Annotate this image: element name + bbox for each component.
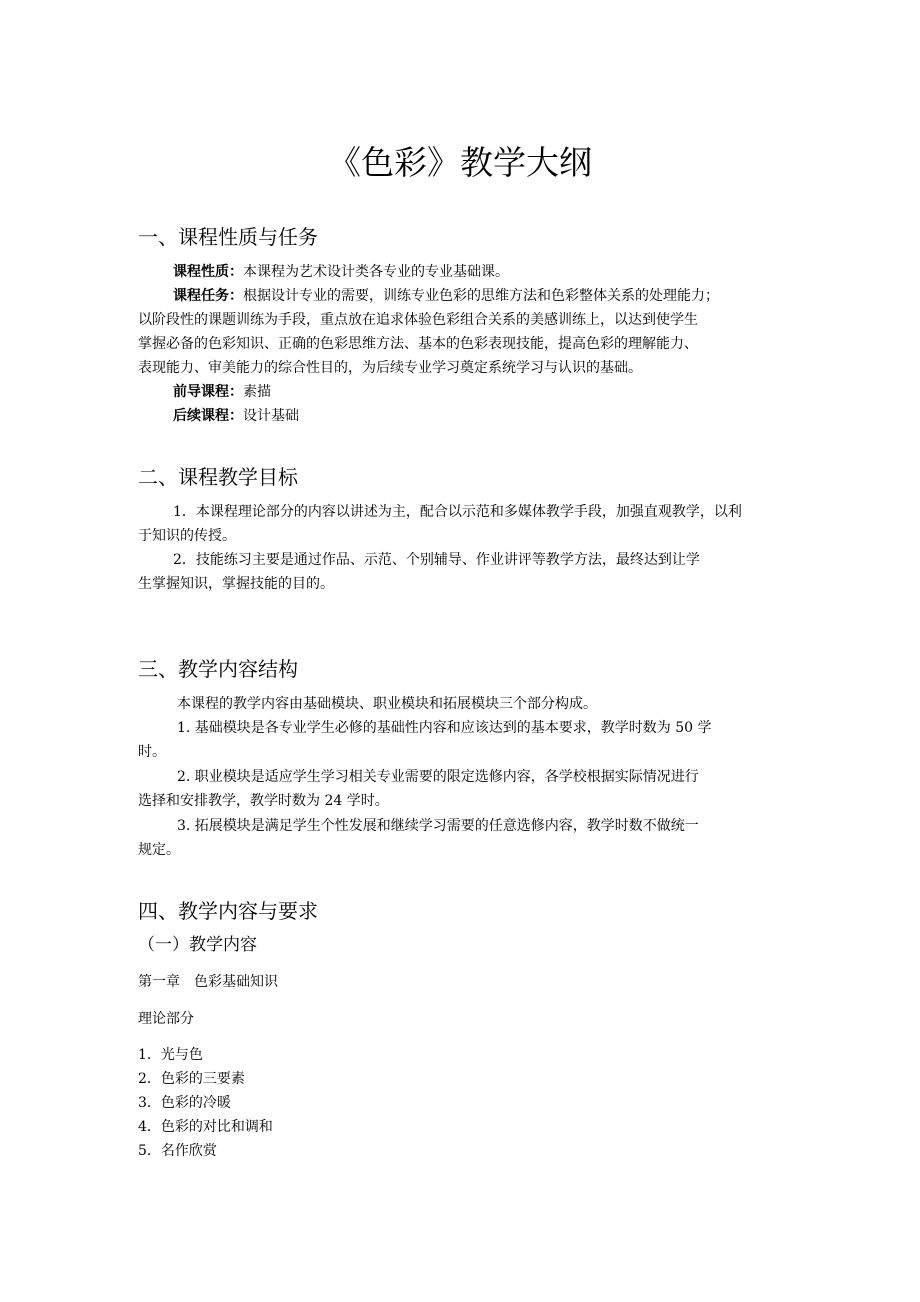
course-task-line-3: 掌握必备的色彩知识、正确的色彩思维方法、基本的色彩表现技能，提高色彩的理解能力、: [138, 336, 698, 352]
teaching-content-subheading: （一）教学内容: [138, 935, 257, 955]
theory-part-label: 理论部分: [138, 1011, 194, 1027]
structure-3-line-2: 规定。: [138, 842, 180, 858]
course-task-line-2: 以阶段性的课题训练为手段，重点放在追求体验色彩组合关系的美感训练上，以达到使学生: [138, 312, 698, 328]
followup-text: 设计基础: [243, 408, 299, 424]
structure-2-line-1: 2. 职业模块是适应学生学习相关专业需要的限定选修内容，各学校根据实际情况进行: [177, 769, 699, 785]
course-nature-label: 课程性质：: [173, 264, 243, 280]
followup-label: 后续课程：: [173, 408, 243, 424]
course-task-line-1: 根据设计专业的需要，训练专业色彩的思维方法和色彩整体关系的处理能力；: [243, 288, 719, 304]
document-title: 《色彩》教学大纲: [328, 143, 592, 182]
course-nature-text: 本课程为艺术设计类各专业的专业基础课。: [243, 264, 509, 280]
prerequisite-text: 素描: [243, 384, 271, 400]
course-task: [173, 284, 719, 308]
list-item: 1．光与色: [138, 1047, 203, 1063]
list-item: 3．色彩的冷暖: [138, 1095, 231, 1111]
list-item: 5．名作欣赏: [138, 1143, 217, 1159]
chapter-title: 第一章 色彩基础知识: [138, 974, 278, 990]
objective-1-line-1: 1．本课程理论部分的内容以讲述为主，配合以示范和多媒体教学手段，加强直观教学，以利: [173, 504, 742, 520]
structure-1-line-1: 1. 基础模块是各专业学生必修的基础性内容和应该达到的基本要求，教学时数为 50 学: [177, 720, 712, 736]
structure-1-line-2: 时。: [138, 744, 166, 760]
list-item: 4．色彩的对比和调和: [138, 1119, 273, 1135]
structure-2-line-2: 选择和安排教学，教学时数为 24 学时。: [138, 793, 389, 809]
course-task-line-4: 表现能力、审美能力的综合性目的，为后续专业学习奠定系统学习与认识的基础。: [138, 360, 642, 376]
course-task-label: 课程任务：: [173, 288, 243, 304]
list-item: 2．色彩的三要素: [138, 1071, 245, 1087]
objective-2-line-2: 生掌握知识，掌握技能的目的。: [138, 576, 334, 592]
section-1-heading: 一、课程性质与任务: [138, 225, 318, 249]
objective-1-line-2: 于知识的传授。: [138, 528, 236, 544]
section-3-heading: 三、教学内容结构: [138, 657, 298, 681]
followup-course: [173, 404, 299, 428]
prerequisite-course: [173, 380, 271, 404]
prerequisite-label: 前导课程：: [173, 384, 243, 400]
structure-3-line-1: 3. 拓展模块是满足学生个性发展和继续学习需要的任意选修内容，教学时数不做统一: [177, 818, 699, 834]
objective-2-line-1: 2．技能练习主要是通过作品、示范、个别辅导、作业讲评等教学方法，最终达到让学: [173, 552, 700, 568]
section-4-heading: 四、教学内容与要求: [138, 899, 318, 923]
section-2-heading: 二、课程教学目标: [138, 465, 298, 489]
structure-intro: 本课程的教学内容由基础模块、职业模块和拓展模块三个部分构成。: [177, 696, 597, 712]
course-nature: [173, 260, 509, 284]
